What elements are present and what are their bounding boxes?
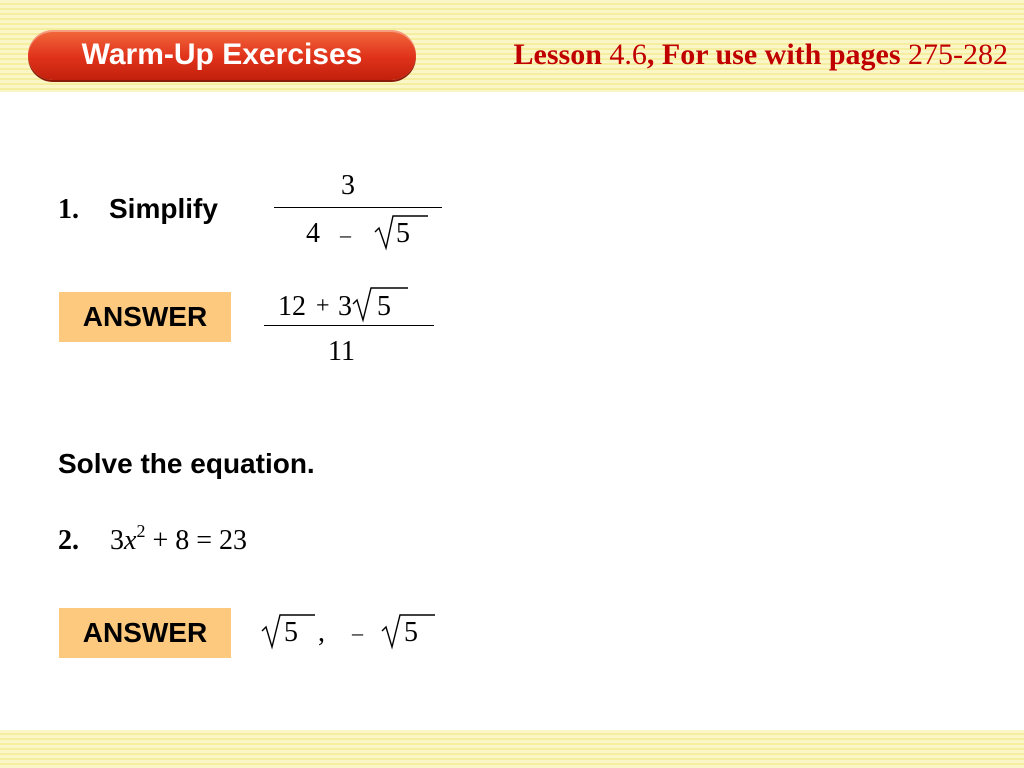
lesson-pages: 275-282: [908, 38, 1008, 71]
problem-1-den-op: –: [340, 222, 351, 247]
problem-2-coef: 3: [110, 525, 124, 556]
problem-1-answer-denominator: 11: [328, 336, 355, 367]
problem-1-answer-label: ANSWER: [59, 292, 231, 342]
problem-1-number: 1.: [58, 194, 79, 225]
lesson-pages-text: , For use with pages: [646, 38, 901, 71]
problem-2-rest: + 8 = 23: [152, 525, 248, 556]
footer-band: [0, 730, 1024, 768]
problem-1-den-left: 4: [306, 218, 320, 249]
lesson-word: Lesson: [513, 38, 602, 71]
warm-up-badge-label: Warm-Up Exercises: [81, 38, 363, 71]
problem-2-answer-radicand-1: 5: [284, 617, 298, 648]
problem-1-numerator: 3: [341, 170, 355, 201]
problem-1-answer-fraction-bar: [264, 325, 434, 326]
problem-2-var: x: [124, 525, 137, 556]
problem-1-den-radicand: 5: [396, 218, 410, 249]
problem-2-answer-radicand-2: 5: [404, 617, 418, 648]
problem-2-number: 2.: [58, 525, 79, 556]
lesson-reference: [514, 38, 1008, 72]
problem-1-answer-left: 12: [278, 291, 306, 322]
warm-up-badge: [28, 30, 416, 80]
problem-2-answer-separator: ,: [318, 617, 325, 648]
problem-1-instruction: Simplify: [109, 193, 218, 224]
problem-1-answer-coef: 3: [338, 291, 352, 322]
lesson-number: 4.6: [609, 38, 647, 71]
problem-2-exp: 2: [136, 521, 146, 541]
problem-1-fraction-bar: [274, 207, 442, 208]
problem-1-answer-op: +: [316, 293, 330, 319]
problem-2-answer-label: ANSWER: [59, 608, 231, 658]
solve-heading: Solve the equation.: [58, 448, 315, 479]
problem-2-answer-negative: –: [352, 620, 363, 645]
problem-2-equation: [110, 521, 248, 557]
problem-1-answer-radicand: 5: [377, 291, 391, 322]
